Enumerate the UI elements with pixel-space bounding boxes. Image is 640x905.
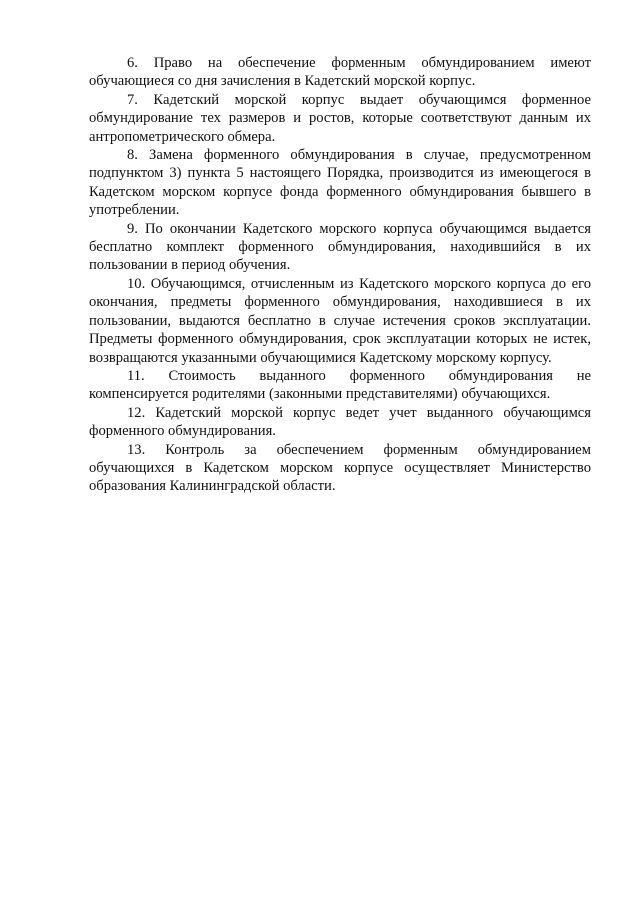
paragraph-9: 9. По окончании Кадетского морского корпуса обучающимся выдается бесплатно комплект форменного обмундирования, находившийся в их пользовании в период обучения. <box>89 220 591 274</box>
paragraph-13: 13. Контроль за обеспечением форменным обмундированием обучающихся в Кадетском морском корпусе осуществляет Министерство образования Калининградской области. <box>89 441 591 495</box>
paragraph-12: 12. Кадетский морской корпус ведет учет выданного обучающимся форменного обмундирования. <box>89 404 591 440</box>
paragraph-11: 11. Стоимость выданного форменного обмундирования не компенсируется родителями (законными представителями) обучающихся. <box>89 367 591 403</box>
paragraph-8: 8. Замена форменного обмундирования в случае, предусмотренном подпунктом 3) пункта 5 настоящего Порядка, производится из имеющегося в Кадетском морском корпусе фонда форменного обмундирования бывшего в употреблении. <box>89 147 591 219</box>
paragraph-7: 7. Кадетский морской корпус выдает обучающимся форменное обмундирование тех размеров и ростов, которые соответствуют данным их антропометрического обмера. <box>89 91 591 145</box>
paragraph-10: 10. Обучающимся, отчисленным из Кадетского морского корпуса до его окончания, предметы форменного обмундирования, находившиеся в их пользовании, выдаются бесплатно в случае истечения сроков эксплуатации. Предметы форменного обмундирования, срок эксплуатации которых не истек, возвращаются указанными обучающимися Кадетскому морскому корпусу. <box>89 275 591 366</box>
paragraph-6: 6. Право на обеспечение форменным обмундированием имеют обучающиеся со дня зачисления в Кадетский морской корпус. <box>89 55 591 90</box>
document-page <box>89 54 591 496</box>
